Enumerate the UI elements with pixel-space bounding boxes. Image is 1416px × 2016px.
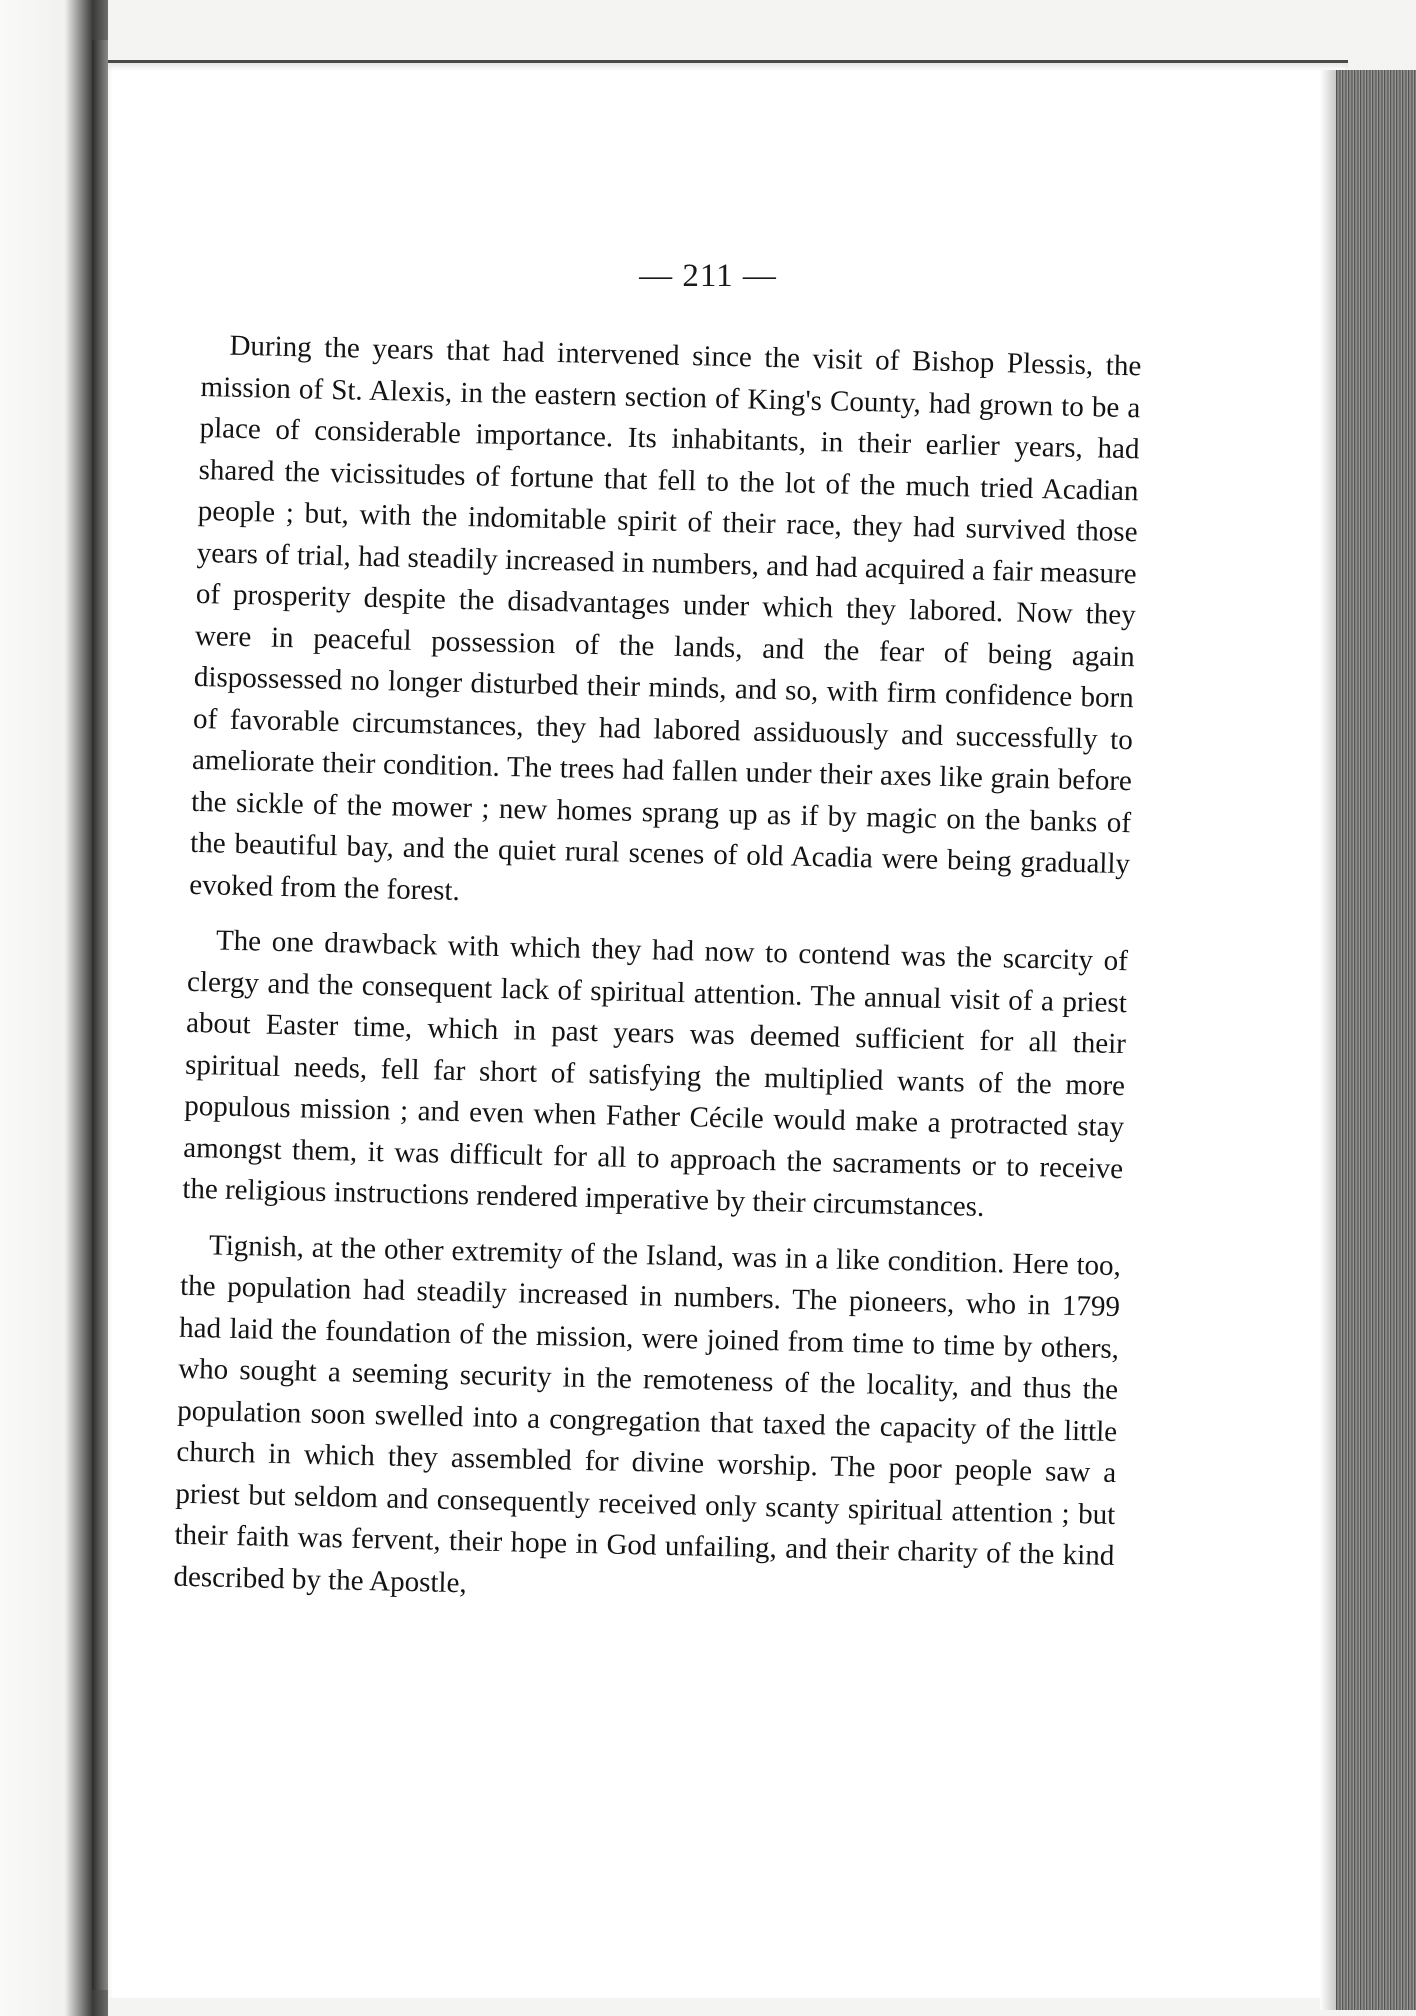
page-number: — 211 — bbox=[639, 258, 777, 294]
body-text bbox=[173, 325, 1142, 1619]
paragraph-clergy-scarcity: The one drawback with which they had now to contend was the scarcity of clergy and the consequent lack of spiritual attention. The annual visit of a priest about Easter time, which in past years was deemed sufficient for all their spiritual needs, fell far short of satisfying the multiplied wants of the more populous mission ; and even when Father Cécile would make a protracted stay amongst them, it was difficult for all to approach the sacraments or to receive the religious instructions rendered imperative by their circumstances. bbox=[182, 924, 1129, 1223]
book-binding bbox=[92, 40, 108, 1990]
paragraph-st-alexis: During the years that had intervened since the visit of Bishop Plessis, the mission of St. Alexis, in the eastern section of King's County, had grown to be a place of considerable importance. Its inhabitants, in their earlier years, had shared the vicissitudes of fortune that fell to the lot of the much tried Acadian people ; but, with the indomitable spirit of their race, they had survived those years of trial, had steadily increased in numbers, and had acquired a fair measure of prosperity despite the disadvantages under which they labored. Now they were in peaceful possession of the lands, and the fear of being again dispossessed no longer disturbed their minds, and so, with firm confidence born of favorable circumstances, they had labored assiduously and successfully to ameliorate their condition. The trees had fallen under their axes like grain before the sickle of the mower ; new homes sprang up as if by magic on the banks of the beautiful bay, and the quiet rural scenes of old Acadia were being gradually evoked from the forest. bbox=[188, 329, 1142, 907]
page-stack-edges bbox=[1336, 70, 1416, 2010]
paragraph-tignish: Tignish, at the other extremity of the Island, was in a like condition. Here too, the population had steadily increased in numbers. The pioneers, who in 1799 had laid the foundation of the mission, were joined from time to time by others, who sought a seeming security in the remoteness of the locality, and thus the population soon swelled into a congregation that taxed the capacity of the little church in which they assembled for divine worship. The poor people saw a priest but seldom and consequently received only scanty spiritual attention ; but their faith was fervent, their hope in God unfailing, and their charity of the kind described by the Apostle, bbox=[173, 1228, 1122, 1599]
